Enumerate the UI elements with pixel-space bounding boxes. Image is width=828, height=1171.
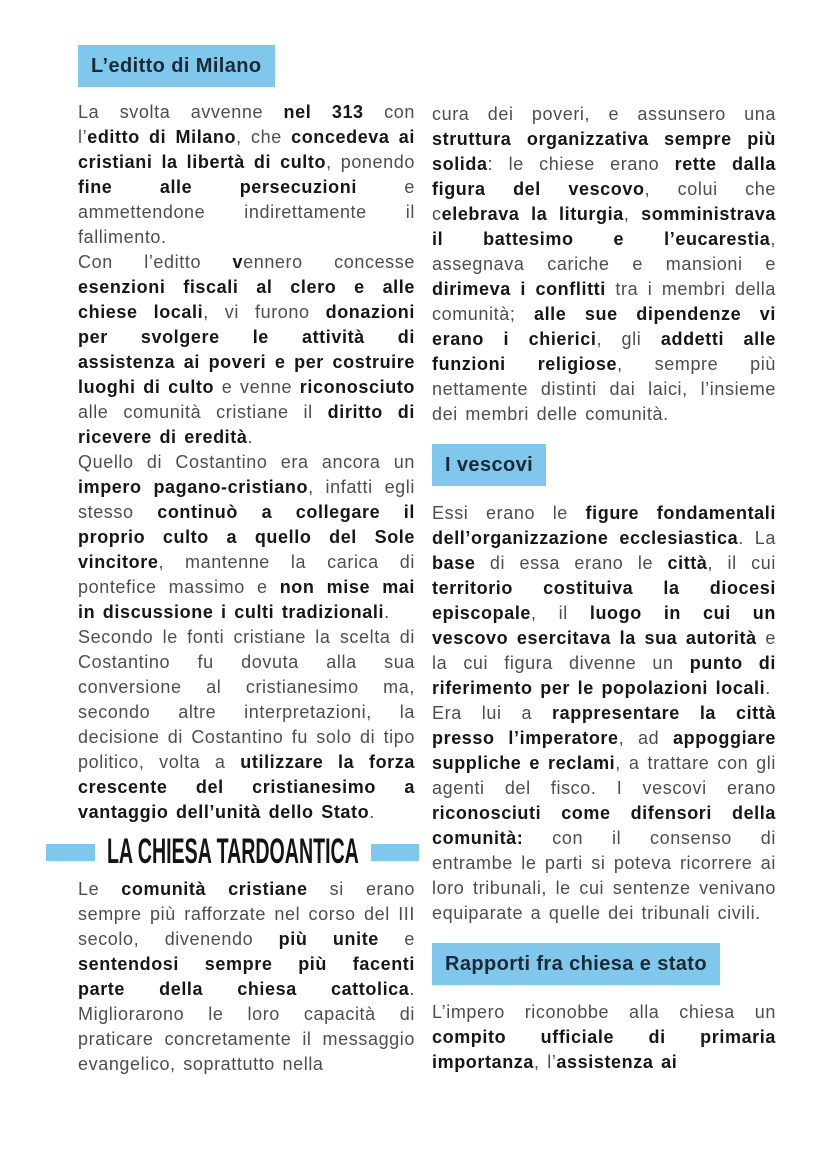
paragraph-bishop-structure: cura dei poveri, e assunsero una struttura organizzativa sempre più solida: le chiese erano rette dalla figura del vescovo, colui che celebrava la liturgia, somministrava il battesimo e l’eucarestia, assegnava cariche e mansioni e dirimeva i conflitti tra i membri della comunità; alle sue dipendenze vi erano i chierici, gli addetti alle funzioni religiose, sempre più nettamente distinti dai laici, l’insieme dei membri delle comunità. [432,104,777,424]
title-bar-left [46,844,95,861]
section-title-chiesa-tardoantica [46,834,419,870]
paragraph-edict-intro: La svolta avvenne nel 313 con l’editto di Milano, che concedeva ai cristiani la libertà di culto, ponendo fine alle persecuzioni e ammettendone indirettamente il fallimento. [78,102,416,247]
left-column [78,45,415,1077]
paragraph-bishops-city: Era lui a rappresentare la città presso l’imperatore, ad appoggiare suppliche e reclami, a trattare con gli agenti del fisco. I vescovi erano riconosciuti come difensori della comunità: con il consenso di entrambe le parti si poteva ricorrere ai loro tribunali, le cui sentenze venivano equiparate a quelle dei tribunali civili. [432,703,776,923]
section-title-text: LA CHIESA TARDOANTICA [106,832,359,871]
paragraph-edict-concessions: Con l’editto vennero concesse esenzioni fiscali al clero e alle chiese locali, vi furono donazioni per svolgere le attività di assistenza ai poveri e per costruire luoghi di culto e venne riconosciuto alle comunità cristiane il diritto di ricevere di eredità. [78,252,415,447]
heading-editto-di-milano: L’editto di Milano [78,45,275,87]
paragraph-bishops-role: Essi erano le figure fondamentali dell’organizzazione ecclesiastica. La base di essa erano le città, il cui territorio costituiva la diocesi episcopale, il luogo in cui un vescovo esercitava la sua autorità e la cui figura divenne un punto di riferimento per le popolazioni locali. [432,503,776,698]
title-bar-right [371,844,420,861]
heading-rapporti-chiesa-stato: Rapporti fra chiesa e stato [432,943,720,985]
heading-i-vescovi: I vescovi [432,444,546,486]
paragraph-constantine-interpretations: Secondo le fonti cristiane la scelta di Costantino fu dovuta alla sua conversione al cristianesimo ma, secondo altre interpretazioni, la decisione di Costantino fu solo di tipo politico, volta a utilizzare la forza crescente del cristianesimo a vantaggio dell’unità dello Stato. [78,627,415,822]
paragraph-church-state: L’impero riconobbe alla chiesa un compito ufficiale di primaria importanza, l’assistenza ai [432,1002,776,1072]
section-title-wrap [102,834,364,870]
right-column [432,45,776,1077]
paragraph-christian-communities: Le comunità cristiane si erano sempre più rafforzate nel corso del III secolo, divenendo più unite e sentendosi sempre più facenti parte della chiesa cattolica. Migliorarono le loro capacità di praticare concretamente il messaggio evangelico, soprattutto nella [78,879,416,1074]
paragraph-pagan-christian-empire: Quello di Costantino era ancora un impero pagano-cristiano, infatti egli stesso continuò a collegare il proprio culto a quello del Sole vincitore, mantenne la carica di pontefice massimo e non mise mai in discussione i culti tradizionali. [78,452,416,622]
two-column-layout [78,45,776,1077]
